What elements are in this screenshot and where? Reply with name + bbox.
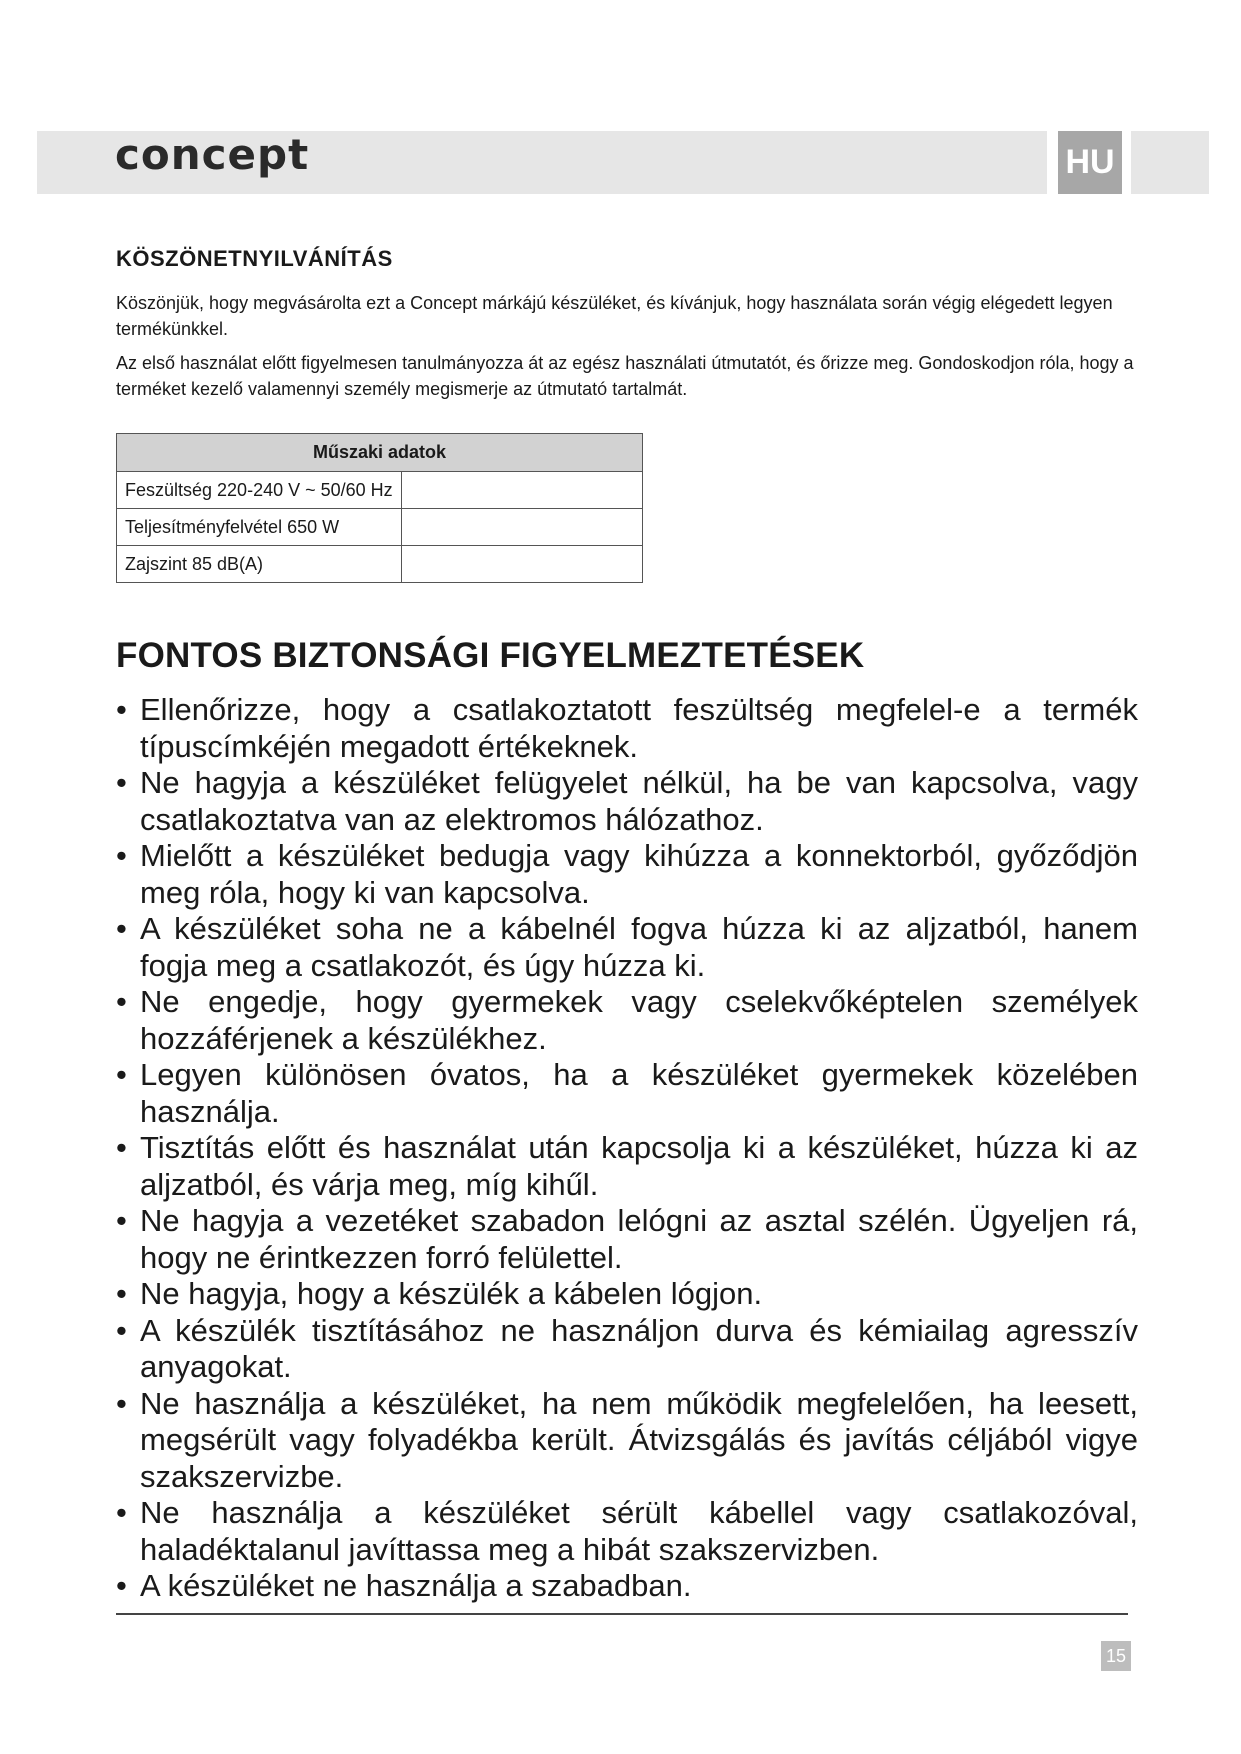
footer-divider xyxy=(116,1613,1128,1615)
brand-logo: concept xyxy=(115,130,310,179)
spec-table-header: Műszaki adatok xyxy=(117,434,643,472)
spec-value xyxy=(401,546,642,583)
spec-value xyxy=(401,509,642,546)
intro-paragraph-2: Az első használat előtt figyelmesen tanulmányozza át az egész használati útmutatót, és őrizze meg. Gondoskodjon róla, hogy a terméket kezelő valamennyi személy megismerje az útmutató tartalmát. xyxy=(116,353,1134,399)
spec-row xyxy=(117,472,643,509)
spec-value xyxy=(401,472,642,509)
intro-paragraph-1: Köszönjük, hogy megvásárolta ezt a Concept márkájú készüléket, és kívánjuk, hogy használata során végig elégedett legyen termékünkkel. xyxy=(116,293,1113,339)
warning-item: • Tisztítás előtt és használat után kapcsolja ki a készüléket, húzza ki az aljzatból, és várja meg, míg kihűl. xyxy=(116,1130,1138,1203)
warning-item: • A készüléket soha ne a kábelnél fogva húzza ki az aljzatból, hanem fogja meg a csatlakozót, és úgy húzza ki. xyxy=(116,911,1138,984)
spec-label: Teljesítményfelvétel 650 W xyxy=(117,509,402,546)
language-badge: HU xyxy=(1058,131,1122,194)
header-band-right xyxy=(1131,131,1209,194)
spec-label: Zajszint 85 dB(A) xyxy=(117,546,402,583)
warning-item: • Ne használja a készüléket, ha nem működik megfelelően, ha leesett, megsérült vagy folyadékba került. Átvizsgálás és javítás céljából vigye szakszervizbe. xyxy=(116,1386,1138,1496)
warning-item: • A készüléket ne használja a szabadban. xyxy=(116,1568,1138,1605)
spec-label: Feszültség 220-240 V ~ 50/60 Hz xyxy=(117,472,402,509)
spec-row xyxy=(117,509,643,546)
warning-item: • Legyen különösen óvatos, ha a készüléket gyermekek közelében használja. xyxy=(116,1057,1138,1130)
warning-item: • Ne hagyja a vezetéket szabadon lelógni az asztal szélén. Ügyeljen rá, hogy ne érintkezzen forró felülettel. xyxy=(116,1203,1138,1276)
warning-item: • Mielőtt a készüléket bedugja vagy kihúzza a konnektorból, győződjön meg róla, hogy ki van kapcsolva. xyxy=(116,838,1138,911)
safety-warnings-title: FONTOS BIZTONSÁGI FIGYELMEZTETÉSEK xyxy=(116,636,865,675)
warning-item: • Ne engedje, hogy gyermekek vagy cselekvőképtelen személyek hozzáférjenek a készülékhez. xyxy=(116,984,1138,1057)
spec-table xyxy=(116,433,643,583)
warning-item: • Ne hagyja, hogy a készülék a kábelen lógjon. xyxy=(116,1276,1138,1313)
warning-item: • A készülék tisztításához ne használjon durva és kémiailag agresszív anyagokat. xyxy=(116,1313,1138,1386)
acknowledgement-text xyxy=(116,290,1136,410)
warning-item: • Ne használja a készüléket sérült kábellel vagy csatlakozóval, haladéktalanul javíttassa meg a hibát szakszervizben. xyxy=(116,1495,1138,1568)
safety-warnings-list xyxy=(116,692,1138,1605)
warning-item: • Ne hagyja a készüléket felügyelet nélkül, ha be van kapcsolva, vagy csatlakoztatva van az elektromos hálózathoz. xyxy=(116,765,1138,838)
acknowledgement-title: KÖSZÖNETNYILVÁNÍTÁS xyxy=(116,246,393,271)
page-number: 15 xyxy=(1101,1641,1131,1671)
warning-item: • Ellenőrizze, hogy a csatlakoztatott feszültség megfelel-e a termék típuscímkéjén megadott értékeknek. xyxy=(116,692,1138,765)
spec-row xyxy=(117,546,643,583)
